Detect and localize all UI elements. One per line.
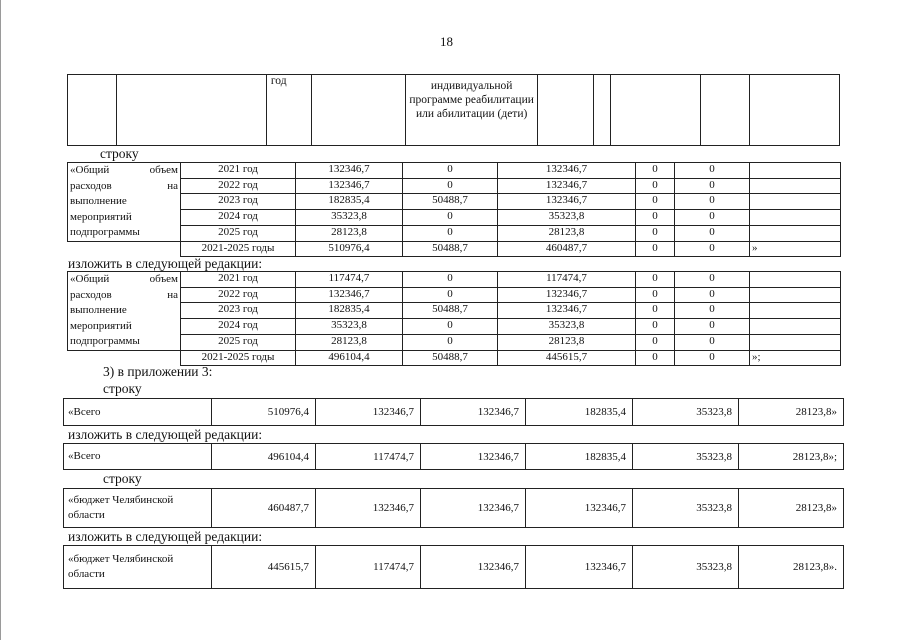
value-cell: 50488,7	[403, 241, 498, 256]
value-cell: 0	[675, 272, 750, 288]
value-cell: 28123,8	[296, 225, 403, 241]
table-row	[64, 546, 844, 589]
value-cell: 28123,8»	[739, 489, 844, 528]
value-cell: 0	[675, 178, 750, 194]
tail-cell	[750, 319, 841, 335]
value-cell: 460487,7	[212, 489, 316, 528]
value-cell: 0	[675, 194, 750, 210]
value-cell: 0	[636, 178, 675, 194]
tail-cell	[750, 272, 841, 288]
value-cell: 28123,8	[498, 334, 636, 350]
value-cell: 132346,7	[316, 489, 421, 528]
table-row	[68, 287, 841, 303]
description-cell: «Общий объем расходов на выполнение мероприятий подпрограммы	[68, 272, 181, 351]
year-cell: 2021 год	[181, 272, 296, 288]
izlozhit-label: изложить в следующей редакции:	[68, 256, 263, 271]
value-cell: 0	[675, 350, 750, 365]
table-row	[64, 444, 844, 470]
value-cell: 35323,8	[296, 319, 403, 335]
header-cell	[750, 75, 840, 146]
table-row	[68, 210, 841, 226]
expenses-table-old	[67, 162, 841, 257]
row-title-cell: «Всего	[64, 444, 212, 470]
budget-table-new	[63, 545, 844, 589]
value-cell: 132346,7	[498, 163, 636, 179]
year-cell: 2024 год	[181, 319, 296, 335]
header-cell	[611, 75, 701, 146]
value-cell: 460487,7	[498, 241, 636, 256]
value-cell: 0	[636, 194, 675, 210]
value-cell: 0	[636, 303, 675, 319]
value-cell: 0	[675, 303, 750, 319]
table-row	[68, 334, 841, 350]
value-cell: 0	[675, 163, 750, 179]
table-row-total	[68, 241, 841, 256]
table-row	[68, 178, 841, 194]
value-cell: 0	[675, 287, 750, 303]
header-cell-year: год	[266, 75, 311, 146]
year-cell: 2025 год	[181, 334, 296, 350]
value-cell: 0	[636, 225, 675, 241]
table-row	[64, 489, 844, 528]
value-cell: 35323,8	[633, 444, 739, 470]
value-cell: 50488,7	[403, 194, 498, 210]
empty-cell	[68, 350, 181, 365]
year-cell: 2021-2025 годы	[181, 241, 296, 256]
value-cell: 0	[636, 241, 675, 256]
tail-cell	[750, 225, 841, 241]
description-cell: «Общий объем расходов на выполнение мероприятий подпрограммы	[68, 163, 181, 242]
tail-cell	[750, 178, 841, 194]
value-cell: 28123,8	[296, 334, 403, 350]
empty-cell	[68, 241, 181, 256]
table-row	[68, 163, 841, 179]
value-cell: 182835,4	[526, 444, 633, 470]
value-cell: 132346,7	[526, 546, 633, 589]
tail-cell	[750, 194, 841, 210]
header-cell	[700, 75, 749, 146]
header-cell	[311, 75, 405, 146]
value-cell: 28123,8».	[739, 546, 844, 589]
year-cell: 2025 год	[181, 225, 296, 241]
row-title-cell: «бюджет Челябинской области	[64, 489, 212, 528]
tail-cell	[750, 210, 841, 226]
value-cell: 0	[636, 210, 675, 226]
page-edge-line	[0, 0, 1, 640]
tail-cell	[750, 163, 841, 179]
tail-cell	[750, 334, 841, 350]
stroku-label: строку	[100, 146, 139, 161]
value-cell: 132346,7	[296, 163, 403, 179]
value-cell: 132346,7	[421, 399, 526, 426]
value-cell: 35323,8	[633, 399, 739, 426]
value-cell: 0	[675, 225, 750, 241]
value-cell: 28123,8»	[739, 399, 844, 426]
value-cell: 0	[403, 178, 498, 194]
value-cell: 132346,7	[296, 178, 403, 194]
table-row	[68, 319, 841, 335]
value-cell: 0	[675, 319, 750, 335]
value-cell: 182835,4	[526, 399, 633, 426]
header-cell	[68, 75, 117, 146]
row-title-cell: «Всего	[64, 399, 212, 426]
tail-cell: »;	[750, 350, 841, 365]
table-row	[68, 225, 841, 241]
value-cell: 132346,7	[498, 303, 636, 319]
value-cell: 0	[636, 287, 675, 303]
table-row	[64, 399, 844, 426]
value-cell: 132346,7	[296, 287, 403, 303]
value-cell: 132346,7	[421, 489, 526, 528]
value-cell: 0	[675, 210, 750, 226]
tail-cell	[750, 287, 841, 303]
value-cell: 50488,7	[403, 350, 498, 365]
year-cell: 2021-2025 годы	[181, 350, 296, 365]
value-cell: 0	[675, 334, 750, 350]
value-cell: 132346,7	[498, 194, 636, 210]
value-cell: 510976,4	[296, 241, 403, 256]
value-cell: 0	[403, 272, 498, 288]
expenses-table-new	[67, 271, 841, 366]
header-cell	[538, 75, 594, 146]
value-cell: 510976,4	[212, 399, 316, 426]
stroku-label: строку	[103, 471, 142, 486]
value-cell: 35323,8	[296, 210, 403, 226]
value-cell: 35323,8	[498, 319, 636, 335]
value-cell: 132346,7	[526, 489, 633, 528]
table-row-total	[68, 350, 841, 365]
value-cell: 0	[403, 287, 498, 303]
value-cell: 0	[403, 163, 498, 179]
value-cell: 182835,4	[296, 303, 403, 319]
row-title-cell: «бюджет Челябинской области	[64, 546, 212, 589]
page-number: 18	[440, 34, 453, 49]
year-cell: 2022 год	[181, 287, 296, 303]
izlozhit-label: изложить в следующей редакции:	[68, 427, 263, 442]
year-cell: 2024 год	[181, 210, 296, 226]
value-cell: 117474,7	[316, 444, 421, 470]
value-cell: 445615,7	[212, 546, 316, 589]
value-cell: 496104,4	[296, 350, 403, 365]
value-cell: 182835,4	[296, 194, 403, 210]
value-cell: 117474,7	[296, 272, 403, 288]
value-cell: 50488,7	[403, 303, 498, 319]
header-cell	[117, 75, 267, 146]
header-cell-program: индивидуальной программе реабилитации или абилитации (дети)	[405, 75, 538, 146]
year-cell: 2023 год	[181, 303, 296, 319]
value-cell: 0	[403, 334, 498, 350]
value-cell: 117474,7	[316, 546, 421, 589]
izlozhit-label: изложить в следующей редакции:	[68, 529, 263, 544]
header-cell	[594, 75, 611, 146]
value-cell: 28123,8	[498, 225, 636, 241]
value-cell: 0	[636, 319, 675, 335]
table-row	[68, 272, 841, 288]
budget-table-old	[63, 488, 844, 528]
value-cell: 28123,8»;	[739, 444, 844, 470]
value-cell: 0	[675, 241, 750, 256]
stroku-label: строку	[103, 381, 142, 396]
value-cell: 0	[403, 210, 498, 226]
value-cell: 35323,8	[498, 210, 636, 226]
value-cell: 445615,7	[498, 350, 636, 365]
year-cell: 2021 год	[181, 163, 296, 179]
header-fragment-table	[67, 74, 840, 146]
value-cell: 496104,4	[212, 444, 316, 470]
value-cell: 35323,8	[633, 489, 739, 528]
value-cell: 132346,7	[316, 399, 421, 426]
table-row	[68, 303, 841, 319]
value-cell: 35323,8	[633, 546, 739, 589]
year-cell: 2023 год	[181, 194, 296, 210]
year-cell: 2022 год	[181, 178, 296, 194]
value-cell: 0	[636, 163, 675, 179]
value-cell: 0	[403, 319, 498, 335]
value-cell: 117474,7	[498, 272, 636, 288]
table-row	[68, 194, 841, 210]
value-cell: 132346,7	[498, 178, 636, 194]
tail-cell	[750, 303, 841, 319]
vsego-table-old	[63, 398, 844, 426]
value-cell: 132346,7	[421, 444, 526, 470]
value-cell: 0	[403, 225, 498, 241]
value-cell: 132346,7	[421, 546, 526, 589]
vsego-table-new	[63, 443, 844, 470]
value-cell: 0	[636, 272, 675, 288]
tail-cell: »	[750, 241, 841, 256]
value-cell: 0	[636, 350, 675, 365]
value-cell: 132346,7	[498, 287, 636, 303]
value-cell: 0	[636, 334, 675, 350]
appendix-label: 3) в приложении 3:	[103, 364, 213, 379]
